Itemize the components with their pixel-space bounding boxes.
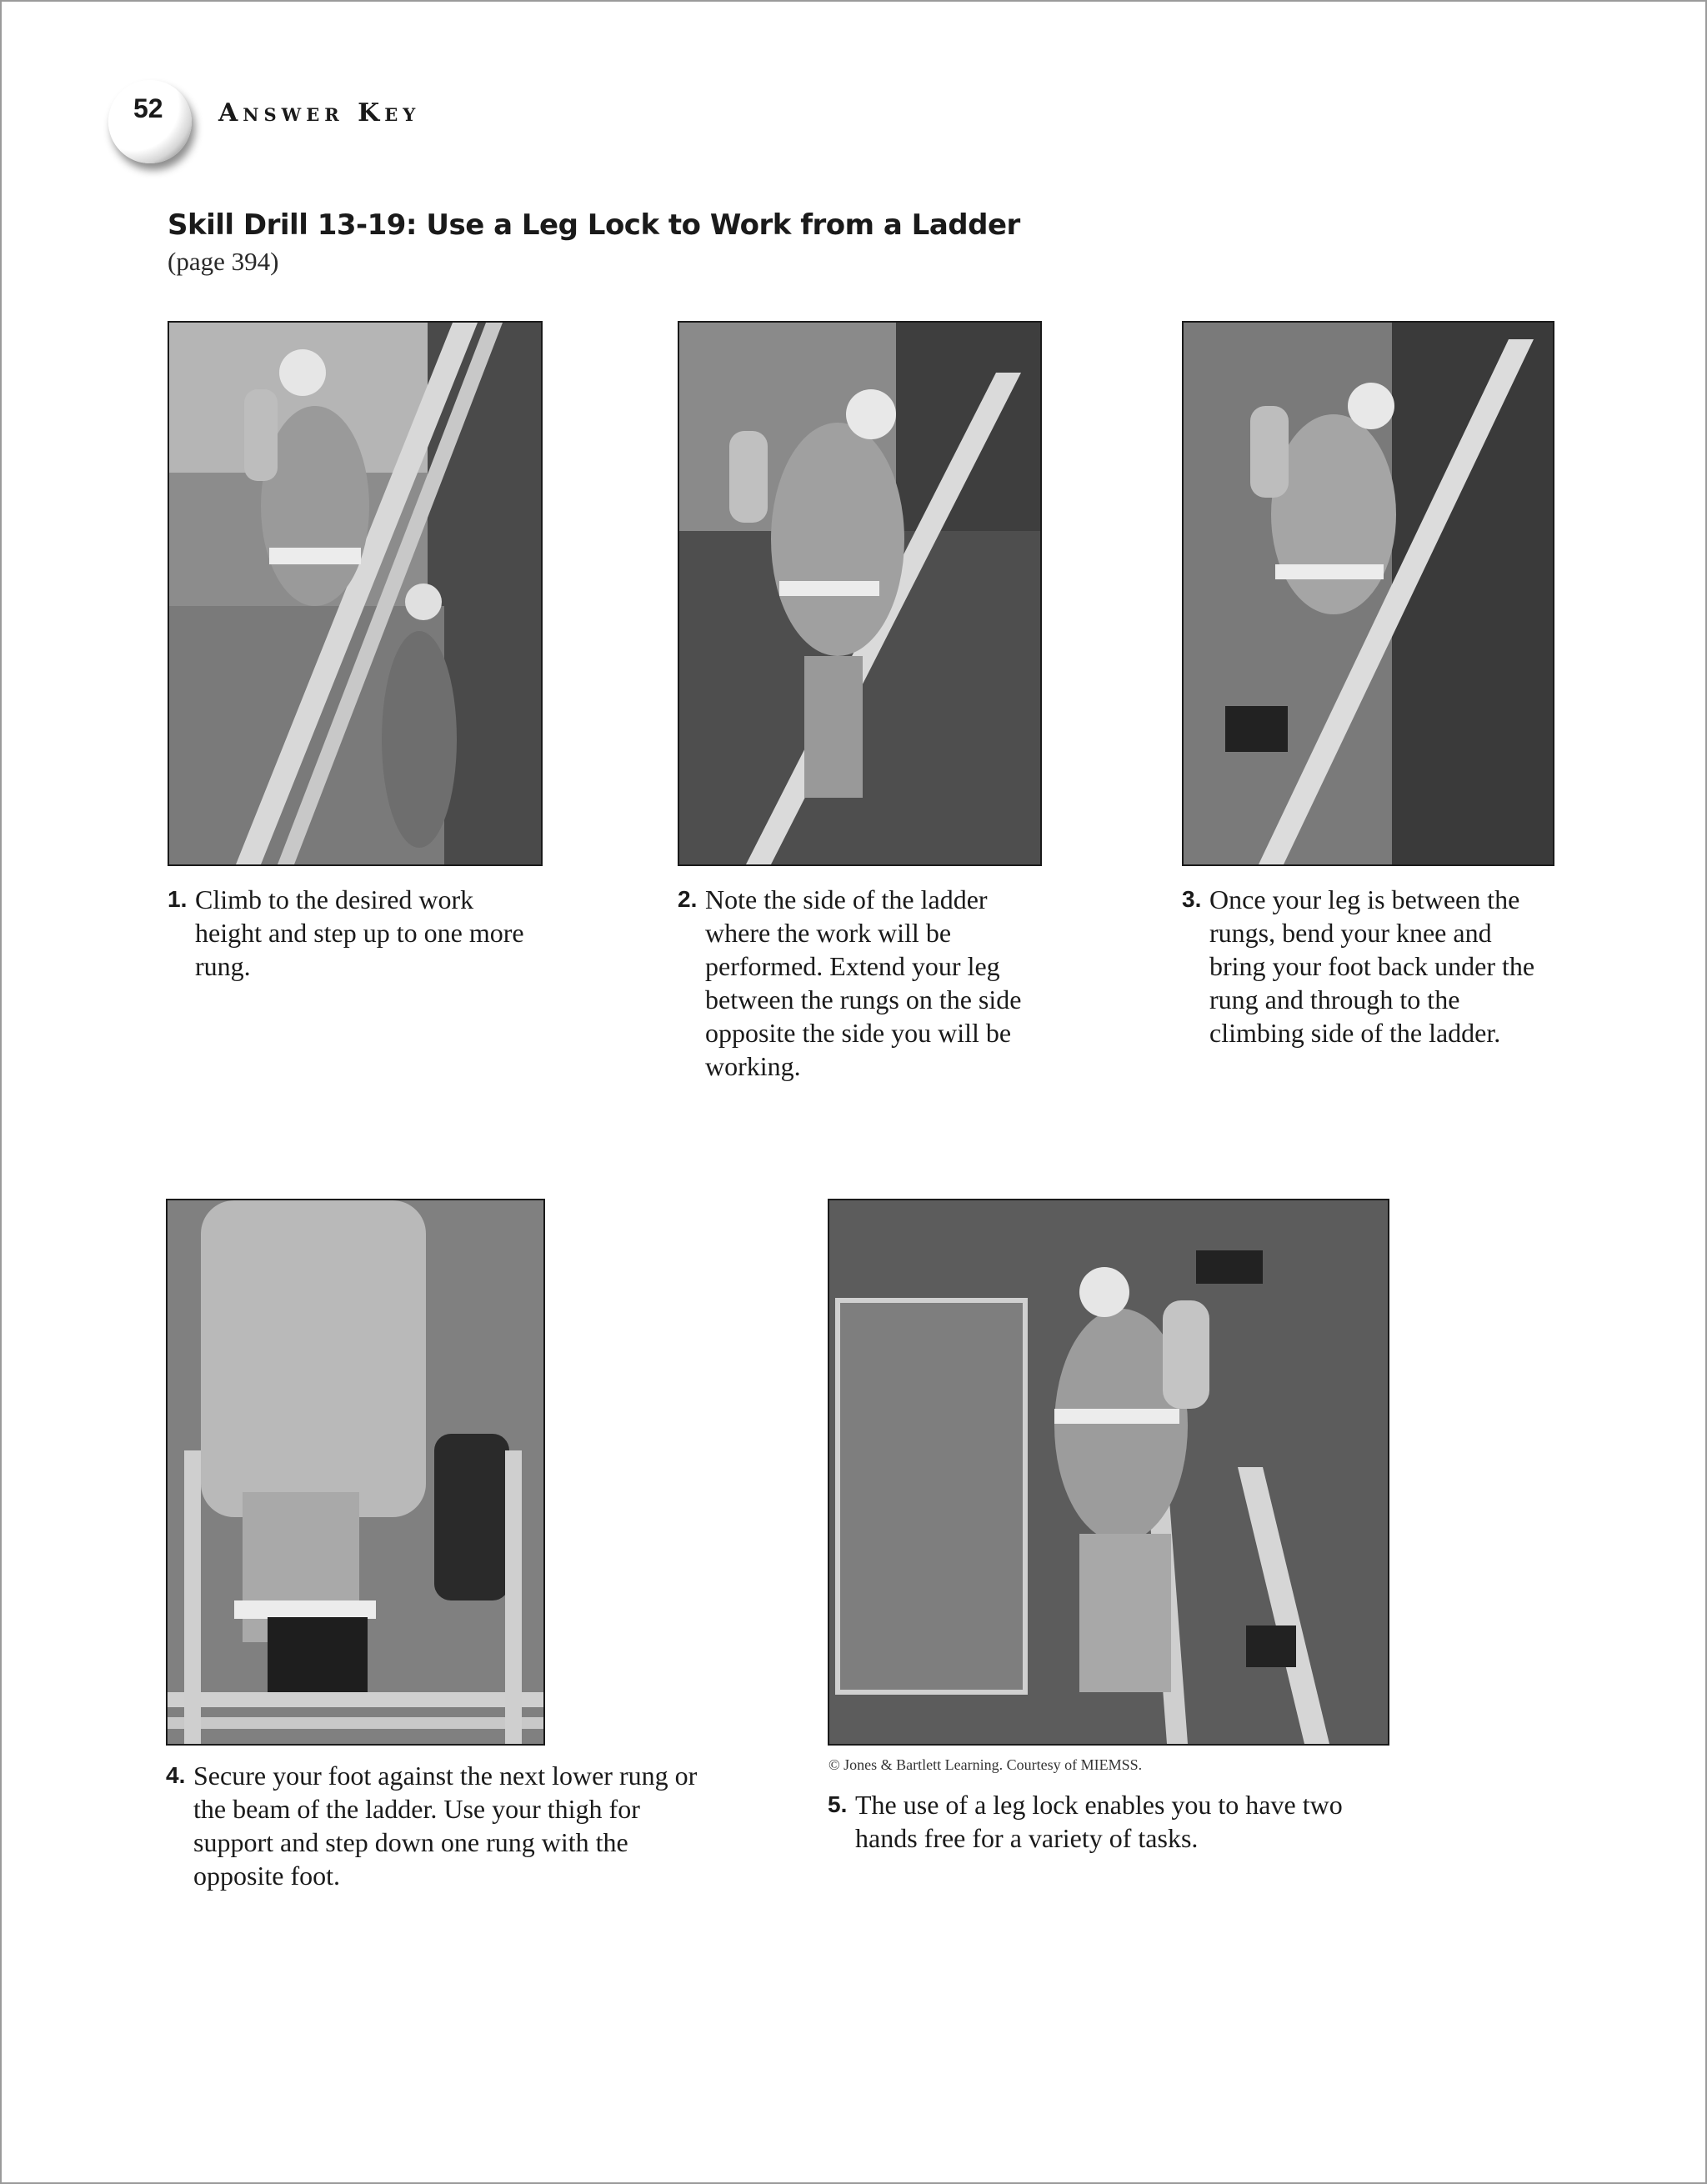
step-2-photo [678, 321, 1042, 866]
photo-credit: © Jones & Bartlett Learning. Courtesy of MIEMSS. [828, 1756, 1143, 1773]
skill-drill-title: Skill Drill 13-19: Use a Leg Lock to Work from a Ladder [168, 208, 1020, 242]
step-3-number: 3. [1182, 886, 1202, 912]
step-2-text: Note the side of the ladder where the work will be performed. Extend your leg between the rungs on the side opposite the side you will be working. [705, 884, 1022, 1081]
step-2 [678, 883, 1044, 1083]
step-4 [166, 1759, 699, 1892]
page-number: 52 [133, 93, 163, 123]
step-1 [168, 883, 534, 983]
page-reference: (page 394) [168, 247, 279, 276]
step-4-number: 4. [166, 1762, 186, 1788]
step-5-photo [828, 1199, 1389, 1746]
step-1-text: Climb to the desired work height and step up to one more rung. [195, 884, 524, 981]
step-1-photo [168, 321, 543, 866]
step-4-photo [166, 1199, 545, 1746]
step-1-number: 1. [168, 886, 188, 912]
step-3-text: Once your leg is between the rungs, bend your knee and bring your foot back under the rung and through to the climbing side of the ladder. [1209, 884, 1535, 1048]
step-3-photo [1182, 321, 1554, 866]
running-head: Answer Key [218, 98, 421, 128]
step-3 [1182, 883, 1549, 1049]
step-5-number: 5. [828, 1791, 848, 1817]
step-2-number: 2. [678, 886, 698, 912]
step-5-text: The use of a leg lock enables you to have two hands free for a variety of tasks. [855, 1790, 1343, 1853]
step-4-text: Secure your foot against the next lower rung or the beam of the ladder. Use your thigh for support and step down one rung with the opposite foot. [193, 1761, 698, 1891]
step-5 [828, 1788, 1394, 1855]
